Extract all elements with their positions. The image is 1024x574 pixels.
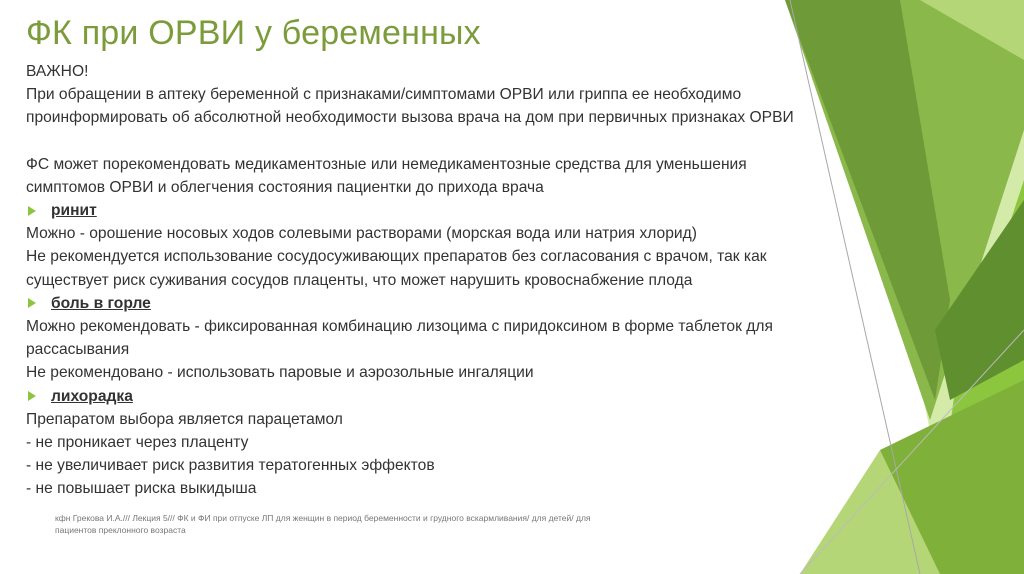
important-text: При обращении в аптеку беременной с признаками/симптомами ОРВИ или гриппа ее необходимо проинформировать об абсолютной необходимости вызова врача на дом при первичных признаках ОРВИ <box>26 86 794 127</box>
rhinitis-cannot: Не рекомендуется использование сосудосуживающих препаратов без согласования с врачом, так как существует риск суживания сосудов плаценты, что может нарушить кровоснабжение плода <box>26 248 767 289</box>
spacer <box>26 130 816 153</box>
bullet-sore-throat <box>26 292 816 315</box>
arrow-bullet-icon <box>28 298 36 308</box>
fever-drug: Препаратом выбора является парацетамол <box>26 410 343 428</box>
arrow-bullet-icon <box>28 391 36 401</box>
arrow-bullet-icon <box>28 206 36 216</box>
fever-point: - не проникает через плаценту <box>26 434 249 452</box>
fs-text: ФС может порекомендовать медикаментозные или немедикаментозные средства для уменьшения симптомов ОРВИ и облегчения состояния пациентки до прихода врача <box>26 155 747 196</box>
sore-throat-cannot: Не рекомендовано - использовать паровые и аэрозольные ингаляции <box>26 364 534 382</box>
sore-throat-can: Можно рекомендовать - фиксированная комбинацию лизоцима с пиридоксином в форме таблеток для рассасывания <box>26 318 773 359</box>
bullet-rhinitis <box>26 199 816 222</box>
slide-body <box>26 60 816 501</box>
important-heading: ВАЖНО! <box>26 63 89 80</box>
fever-point: - не увеличивает риск развития тератогенных эффектов <box>26 457 435 475</box>
bullet-label-sore-throat: боль в горле <box>51 294 151 312</box>
bullet-label-rhinitis: ринит <box>51 202 97 220</box>
fever-point: - не повышает риска выкидыша <box>26 480 257 498</box>
rhinitis-can: Можно - орошение носовых ходов солевыми растворами (морская вода или натрия хлорид) <box>26 225 697 243</box>
slide-title: ФК при ОРВИ у беременных <box>26 14 481 52</box>
slide-footer: кфн Грекова И.А./// Лекция 5/// ФК и ФИ при отпуске ЛП для женщин в период беременности и грудного вскармливания/ для детей/ для пациентов преклонного возраста <box>55 513 591 535</box>
bullet-label-fever: лихорадка <box>51 387 133 405</box>
bullet-fever <box>26 385 816 408</box>
